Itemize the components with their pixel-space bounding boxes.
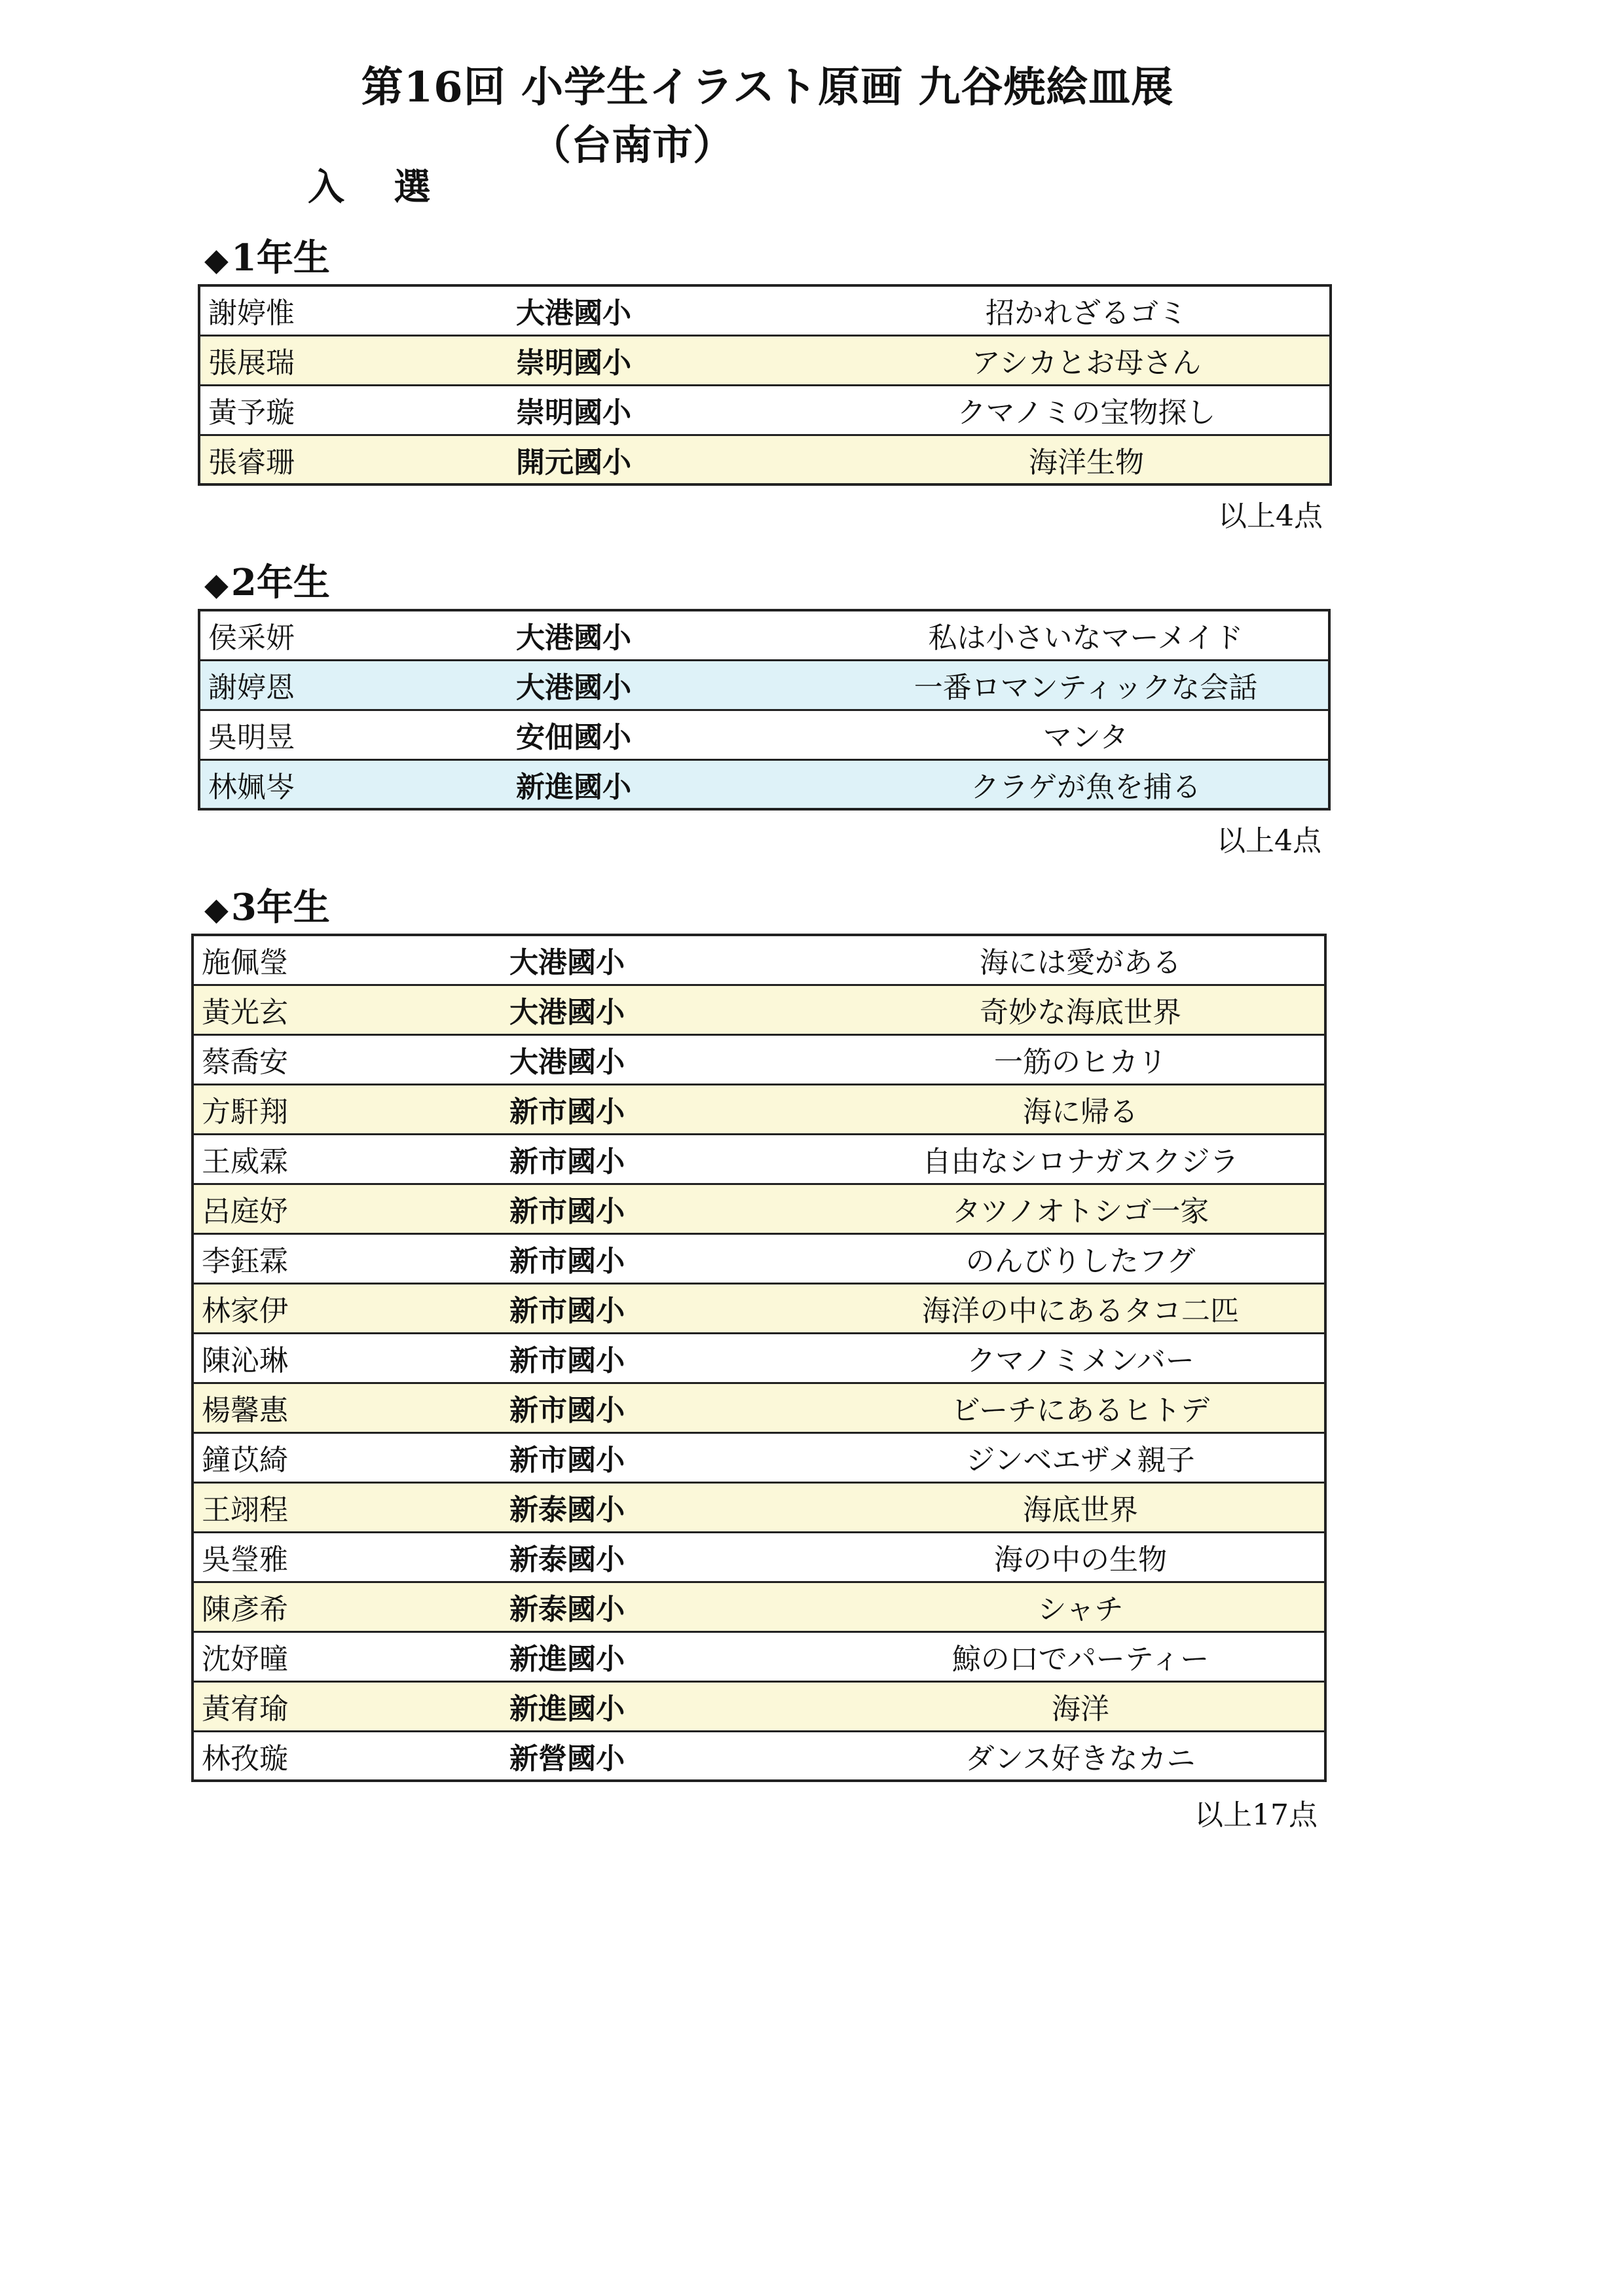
- section-title-label: 2年生: [231, 561, 330, 604]
- section-title-label: 3年生: [231, 886, 330, 929]
- student-name: 黃光玄: [193, 985, 490, 1034]
- artwork-title: マンタ: [843, 710, 1329, 759]
- school-name: 新市國小: [490, 1233, 837, 1283]
- page-title: 第16回 小学生イラスト原画 九谷焼絵皿展: [361, 63, 1174, 112]
- school-name: 開元國小: [496, 435, 843, 484]
- table-row: [193, 1383, 1325, 1432]
- table-row: [193, 935, 1325, 985]
- artwork-title: 海には愛がある: [980, 946, 1181, 980]
- school-name: 新進國小: [490, 1631, 837, 1681]
- school-name: 新市國小: [490, 1432, 837, 1482]
- artwork-title: 鯨の口でパーティー: [837, 1631, 1325, 1681]
- artwork-title: 海洋生物: [843, 435, 1331, 484]
- artwork-title: 私は小さいなマーメイド: [928, 621, 1244, 655]
- student-name: 李鈺霖: [193, 1233, 490, 1283]
- table-row: [193, 1184, 1325, 1233]
- artwork-title: アシカとお母さん: [843, 335, 1331, 385]
- student-name: 林家伊: [193, 1283, 490, 1333]
- school-name: 新市國小: [490, 1283, 837, 1333]
- entry-count-grade-1: 以上4点: [1218, 500, 1323, 533]
- table-row: [193, 1084, 1325, 1134]
- student-name: 張睿珊: [199, 435, 496, 484]
- student-name: 侯采妍: [208, 621, 295, 655]
- table-row: [199, 610, 1329, 660]
- school-name: 大港國小: [490, 1034, 837, 1084]
- student-name: 謝婷惟: [208, 297, 295, 331]
- student-name: 吳明昱: [199, 710, 496, 759]
- artwork-title: 自由なシロナガスクジラ: [837, 1134, 1325, 1184]
- student-name: 黃宥瑜: [193, 1681, 490, 1731]
- school-name: 新市國小: [490, 1333, 837, 1383]
- diamond-icon: ◆: [204, 566, 229, 603]
- table-row: [193, 1681, 1325, 1731]
- artwork-title: 海底世界: [837, 1482, 1325, 1532]
- award-category: 入 選: [308, 166, 449, 209]
- table-row: [193, 1233, 1325, 1283]
- student-name: 陳沁琳: [193, 1333, 490, 1383]
- table-row: [193, 1432, 1325, 1482]
- artwork-title: 奇妙な海底世界: [837, 985, 1325, 1034]
- student-name: 鐘苡綺: [193, 1432, 490, 1482]
- entries-table-grade-3: [191, 934, 1327, 1782]
- artwork-title: のんびりしたフグ: [837, 1233, 1325, 1283]
- artwork-title: 一筋のヒカリ: [837, 1034, 1325, 1084]
- table-row: [199, 435, 1331, 484]
- table-row: [193, 1283, 1325, 1333]
- school-name: 新市國小: [490, 1184, 837, 1233]
- artwork-title: 一番ロマンティックな会話: [843, 660, 1329, 710]
- school-name: 新泰國小: [490, 1532, 837, 1582]
- section-title-grade-3: [204, 888, 330, 929]
- artwork-title: 海の中の生物: [837, 1532, 1325, 1582]
- entry-count-grade-3: 以上17点: [1194, 1798, 1318, 1832]
- school-name: 崇明國小: [496, 385, 843, 435]
- table-row: [199, 660, 1329, 710]
- school-name: 新市國小: [490, 1383, 837, 1432]
- school-name: 大港國小: [490, 985, 837, 1034]
- student-name: 陳彥希: [193, 1582, 490, 1631]
- artwork-title: 海洋の中にあるタコ二匹: [837, 1283, 1325, 1333]
- student-name: 林孜璇: [193, 1731, 490, 1781]
- student-name: 沈妤曈: [193, 1631, 490, 1681]
- section-title-grade-1: [204, 238, 330, 280]
- diamond-icon: ◆: [204, 891, 229, 928]
- table-row: [193, 1631, 1325, 1681]
- section-title-label: 1年生: [231, 236, 330, 280]
- entries-table-grade-1: [198, 284, 1332, 486]
- student-name: 吳瑩雅: [193, 1532, 490, 1582]
- school-name: 新市國小: [490, 1084, 837, 1134]
- school-name: 新市國小: [490, 1134, 837, 1184]
- student-name: 施佩瑩: [202, 946, 288, 980]
- table-row: [193, 985, 1325, 1034]
- student-name: 王威霖: [193, 1134, 490, 1184]
- student-name: 林姵岑: [199, 759, 496, 809]
- table-row: [193, 1582, 1325, 1631]
- table-row: [199, 710, 1329, 759]
- school-name: 新進國小: [496, 759, 843, 809]
- artwork-title: 海に帰る: [837, 1084, 1325, 1134]
- student-name: 方馯翔: [193, 1084, 490, 1134]
- entry-count-grade-2: 以上4点: [1217, 824, 1321, 858]
- student-name: 謝婷恩: [199, 660, 496, 710]
- section-title-grade-2: [204, 563, 330, 604]
- school-name: 安佃國小: [496, 710, 843, 759]
- table-row: [193, 1034, 1325, 1084]
- artwork-title: 海洋: [837, 1681, 1325, 1731]
- artwork-title: ジンベエザメ親子: [837, 1432, 1325, 1482]
- school-name: 新進國小: [490, 1681, 837, 1731]
- table-row: [199, 759, 1329, 809]
- school-name: 大港國小: [516, 621, 631, 655]
- artwork-title: ダンス好きなカニ: [837, 1731, 1325, 1781]
- school-name: 新泰國小: [490, 1582, 837, 1631]
- school-name: 新泰國小: [490, 1482, 837, 1532]
- student-name: 黃予璇: [199, 385, 496, 435]
- artwork-title: クラゲが魚を捕る: [843, 759, 1329, 809]
- school-name: 新營國小: [490, 1731, 837, 1781]
- entries-table-grade-2: [198, 609, 1331, 811]
- student-name: 楊馨惠: [193, 1383, 490, 1432]
- student-name: 張展瑞: [199, 335, 496, 385]
- table-row: [193, 1482, 1325, 1532]
- table-row: [193, 1134, 1325, 1184]
- artwork-title: 招かれざるゴミ: [986, 297, 1187, 331]
- table-row: [193, 1532, 1325, 1582]
- student-name: 蔡喬安: [193, 1034, 490, 1084]
- table-row: [193, 1333, 1325, 1383]
- table-row: [199, 285, 1331, 335]
- school-name: 崇明國小: [496, 335, 843, 385]
- school-name: 大港國小: [496, 660, 843, 710]
- artwork-title: シャチ: [837, 1582, 1325, 1631]
- student-name: 王翊程: [193, 1482, 490, 1532]
- diamond-icon: ◆: [204, 242, 229, 278]
- student-name: 呂庭妤: [193, 1184, 490, 1233]
- artwork-title: ビーチにあるヒトデ: [837, 1383, 1325, 1432]
- table-row: [199, 385, 1331, 435]
- artwork-title: タツノオトシゴ一家: [837, 1184, 1325, 1233]
- school-name: 大港國小: [509, 946, 625, 980]
- table-row: [193, 1731, 1325, 1781]
- artwork-title: クマノミの宝物探し: [843, 385, 1331, 435]
- school-name: 大港國小: [516, 297, 631, 331]
- page-subtitle: （台南市）: [530, 121, 734, 169]
- table-row: [199, 335, 1331, 385]
- artwork-title: クマノミメンバー: [837, 1333, 1325, 1383]
